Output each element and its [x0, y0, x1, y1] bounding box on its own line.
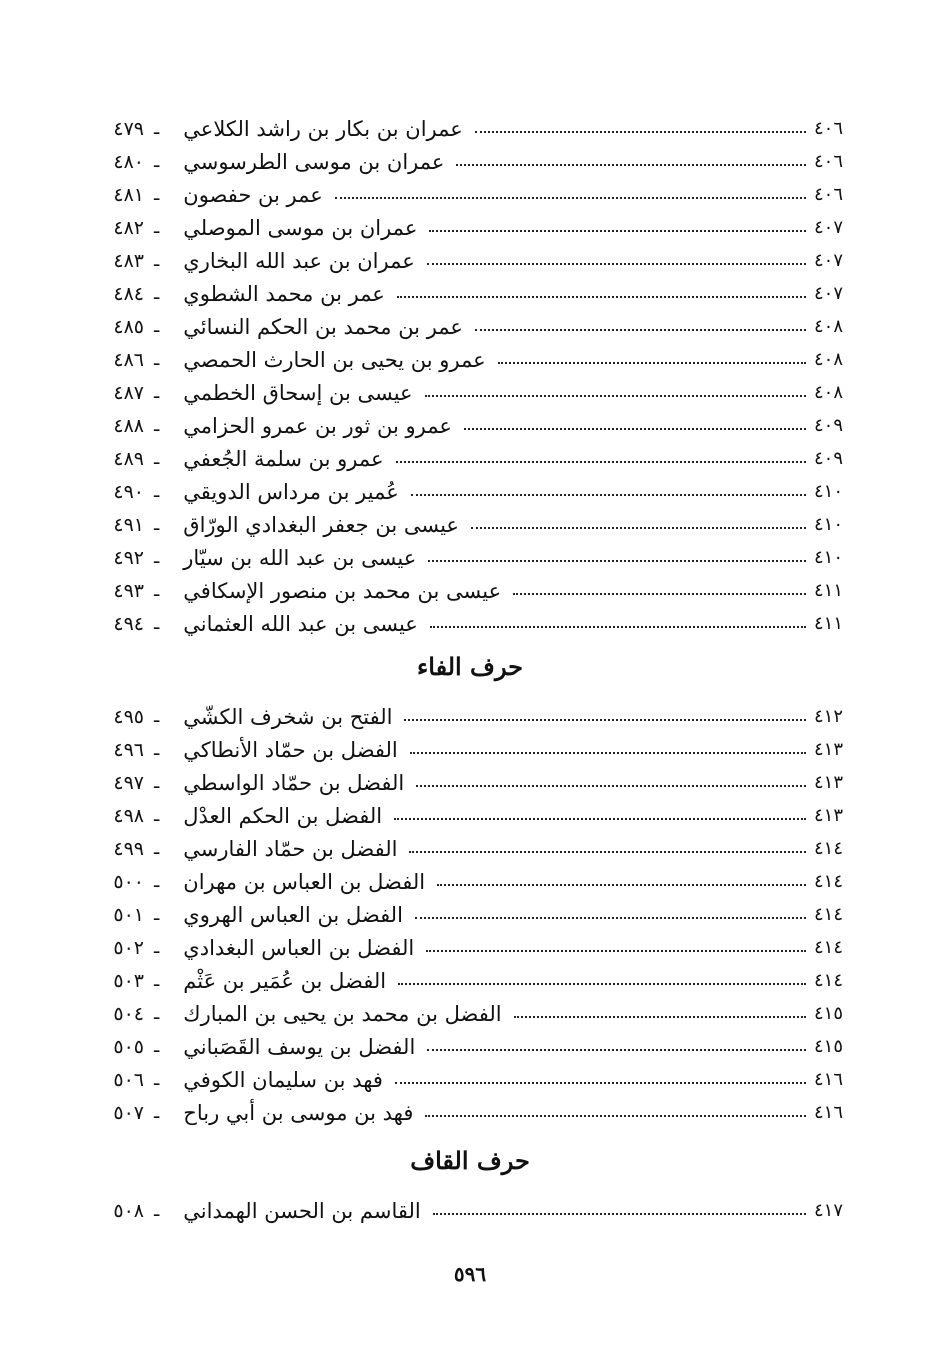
entry-page-ref: ٤٠٦ — [814, 118, 844, 139]
entry-name: الفضل بن العباس بن مهران — [183, 869, 426, 894]
dot-leader — [427, 263, 806, 265]
entry-dash: ـ — [154, 871, 160, 892]
entry-page-ref: ٤١١ — [814, 613, 844, 634]
index-entry — [100, 112, 850, 145]
entry-dash: ـ — [154, 805, 160, 826]
index-entry — [100, 475, 850, 508]
entry-number: ٤٧٩ — [113, 117, 144, 140]
dot-leader — [513, 593, 806, 595]
entry-page-ref: ٤٠٦ — [814, 151, 844, 172]
entry-dash: ـ — [154, 547, 160, 568]
entry-name: عمر بن محمد الشطوي — [183, 281, 385, 306]
entry-number: ٥٠٦ — [113, 1068, 144, 1091]
entry-page-ref: ٤١٣ — [814, 739, 844, 760]
section-title-fa: حرف الفاء — [416, 652, 524, 681]
entry-dash: ـ — [154, 580, 160, 601]
entry-page-ref: ٤١٧ — [814, 1200, 844, 1221]
dot-leader — [409, 851, 806, 853]
entry-number: ٤٨٥ — [113, 315, 144, 338]
entry-number: ٤٨٩ — [113, 447, 144, 470]
entry-page-ref: ٤٠٧ — [814, 283, 844, 304]
entry-dash: ـ — [154, 937, 160, 958]
index-entry — [100, 1030, 850, 1063]
entry-number: ٤٩٦ — [113, 738, 144, 761]
index-entry — [100, 211, 850, 244]
entry-page-ref: ٤١٠ — [814, 547, 844, 568]
entry-name: عيسى بن محمد بن منصور الإسكافي — [183, 578, 502, 603]
entry-dash: ـ — [154, 250, 160, 271]
index-entry — [100, 832, 850, 865]
entry-dash: ـ — [154, 217, 160, 238]
dot-leader — [429, 230, 806, 232]
dot-leader — [498, 362, 806, 364]
entry-page-ref: ٤٠٦ — [814, 184, 844, 205]
entry-dash: ـ — [154, 349, 160, 370]
entry-page-ref: ٤١٠ — [814, 514, 844, 535]
index-entry — [100, 541, 850, 574]
dot-leader — [433, 1213, 806, 1215]
entry-name: القاسم بن الحسن الهمداني — [183, 1198, 421, 1223]
entry-page-ref: ٤١٦ — [814, 1102, 844, 1123]
entry-name: عمرو بن يحيى بن الحارث الحمصي — [183, 347, 486, 372]
entry-page-ref: ٤٠٨ — [814, 382, 844, 403]
entry-name: عمران بن موسى الموصلي — [183, 215, 418, 240]
entry-page-ref: ٤٠٨ — [814, 316, 844, 337]
entry-dash: ـ — [154, 904, 160, 925]
entry-number: ٤٨٣ — [113, 249, 144, 272]
dot-leader — [397, 296, 806, 298]
entry-number: ٤٩٥ — [113, 705, 144, 728]
dot-leader — [437, 884, 806, 886]
entry-page-ref: ٤٠٩ — [814, 448, 844, 469]
dot-leader — [425, 1115, 806, 1117]
entry-dash: ـ — [154, 1069, 160, 1090]
dot-leader — [427, 1049, 806, 1051]
entry-number: ٤٩٧ — [113, 771, 144, 794]
entry-number: ٤٩٩ — [113, 837, 144, 860]
entry-number: ٤٩٢ — [113, 546, 144, 569]
index-entry — [100, 997, 850, 1030]
index-entry — [100, 409, 850, 442]
dot-leader — [335, 197, 806, 199]
entry-name: عمرو بن سلمة الجُعفي — [183, 446, 384, 471]
entry-number: ٤٨٨ — [113, 414, 144, 437]
entry-dash: ـ — [154, 772, 160, 793]
section-title-qaf: حرف القاف — [410, 1146, 530, 1175]
entry-number: ٤٨١ — [113, 183, 144, 206]
entry-name: عمر بن محمد بن الحكم النسائي — [183, 314, 463, 339]
entry-name: الفضل بن العباس الهروي — [183, 902, 403, 927]
entry-number: ٥٠٣ — [113, 969, 144, 992]
entry-dash: ـ — [154, 970, 160, 991]
dot-leader — [394, 818, 806, 820]
dot-leader — [425, 395, 806, 397]
index-entry — [100, 310, 850, 343]
entry-dash: ـ — [154, 415, 160, 436]
index-entry — [100, 931, 850, 964]
entry-number: ٥٠٥ — [113, 1035, 144, 1058]
entry-page-ref: ٤١٥ — [814, 1036, 844, 1057]
index-entry — [100, 964, 850, 997]
entry-page-ref: ٤١٤ — [814, 871, 844, 892]
dot-leader — [416, 785, 806, 787]
entry-name: الفتح بن شخرف الكشّي — [183, 704, 393, 729]
entry-page-ref: ٤٠٩ — [814, 415, 844, 436]
entry-name: عمران بن موسى الطرسوسي — [183, 149, 445, 174]
entry-name: الفضل بن حمّاد الواسطي — [183, 770, 405, 795]
dot-leader — [415, 917, 806, 919]
entry-page-ref: ٤١٤ — [814, 937, 844, 958]
index-entry — [100, 178, 850, 211]
entry-dash: ـ — [154, 706, 160, 727]
entry-page-ref: ٤١٦ — [814, 1069, 844, 1090]
entry-dash: ـ — [154, 514, 160, 535]
index-entry — [100, 574, 850, 607]
entry-name: عيسى بن إسحاق الخطمي — [183, 380, 413, 405]
index-entry — [100, 766, 850, 799]
dot-leader — [395, 1082, 806, 1084]
entry-page-ref: ٤١٤ — [814, 904, 844, 925]
entry-name: الفضل بن الحكم العدْل — [183, 803, 383, 828]
entry-number: ٤٩٨ — [113, 804, 144, 827]
index-entry — [100, 376, 850, 409]
entry-number: ٤٩٤ — [113, 612, 144, 635]
dot-leader — [410, 752, 806, 754]
entry-name: عمران بن عبد الله البخاري — [183, 248, 415, 273]
entry-dash: ـ — [154, 118, 160, 139]
entry-dash: ـ — [154, 151, 160, 172]
index-entry — [100, 508, 850, 541]
entry-number: ٥٠٢ — [113, 936, 144, 959]
entry-page-ref: ٤١٢ — [814, 706, 844, 727]
index-entry — [100, 898, 850, 931]
entry-name: الفضل بن محمد بن يحيى بن المبارك — [183, 1001, 502, 1026]
index-section-qaf — [100, 1194, 850, 1227]
entry-number: ٤٩١ — [113, 513, 144, 536]
dot-leader — [475, 131, 806, 133]
dot-leader — [475, 329, 806, 331]
dot-leader — [404, 719, 806, 721]
entry-dash: ـ — [154, 316, 160, 337]
entry-name: عُمير بن مرداس الدويقي — [183, 479, 399, 504]
dot-leader — [456, 164, 806, 166]
entry-name: الفضل بن حمّاد الفارسي — [183, 836, 398, 861]
entry-number: ٤٩٠ — [113, 480, 144, 503]
index-section-continued — [100, 112, 850, 640]
index-entry — [100, 277, 850, 310]
entry-dash: ـ — [154, 1036, 160, 1057]
index-entry — [100, 607, 850, 640]
entry-name: عيسى بن جعفر البغدادي الورّاق — [183, 512, 459, 537]
entry-number: ٤٨٢ — [113, 216, 144, 239]
dot-leader — [430, 626, 806, 628]
index-entry — [100, 145, 850, 178]
entry-name: الفضل بن عُمَير بن عَثْم — [183, 968, 387, 993]
index-entry — [100, 865, 850, 898]
entry-page-ref: ٤١١ — [814, 580, 844, 601]
entry-number: ٥٠٤ — [113, 1002, 144, 1025]
entry-name: فهد بن سليمان الكوفي — [183, 1067, 383, 1092]
entry-page-ref: ٤١٤ — [814, 970, 844, 991]
entry-number: ٤٨٠ — [113, 150, 144, 173]
entry-page-ref: ٤١٣ — [814, 805, 844, 826]
dot-leader — [514, 1016, 806, 1018]
entry-number: ٤٨٧ — [113, 381, 144, 404]
entry-name: الفضل بن العباس البغدادي — [183, 935, 415, 960]
entry-name: الفضل بن حمّاد الأنطاكي — [183, 737, 398, 762]
entry-dash: ـ — [154, 184, 160, 205]
entry-number: ٥٠٧ — [113, 1101, 144, 1124]
dot-leader — [428, 560, 806, 562]
index-entry — [100, 799, 850, 832]
entry-name: عمرو بن ثور بن عمرو الحزامي — [183, 413, 452, 438]
index-entry — [100, 244, 850, 277]
entry-number: ٥٠١ — [113, 903, 144, 926]
dot-leader — [471, 527, 806, 529]
entry-dash: ـ — [154, 481, 160, 502]
entry-dash: ـ — [154, 382, 160, 403]
entry-page-ref: ٤٠٧ — [814, 250, 844, 271]
entry-number: ٥٠٠ — [113, 870, 144, 893]
entry-dash: ـ — [154, 838, 160, 859]
entry-page-ref: ٤٠٧ — [814, 217, 844, 238]
index-entry — [100, 1096, 850, 1129]
entry-page-ref: ٤١٠ — [814, 481, 844, 502]
index-section-fa — [100, 700, 850, 1129]
index-entry — [100, 733, 850, 766]
entry-page-ref: ٤٠٨ — [814, 349, 844, 370]
entry-number: ٤٨٦ — [113, 348, 144, 371]
index-entry — [100, 1194, 850, 1227]
index-entry — [100, 343, 850, 376]
entry-dash: ـ — [154, 448, 160, 469]
entry-number: ٤٩٣ — [113, 579, 144, 602]
entry-name: عيسى بن عبد الله العثماني — [183, 611, 418, 636]
index-entry — [100, 442, 850, 475]
dot-leader — [396, 461, 806, 463]
index-entry — [100, 700, 850, 733]
entry-dash: ـ — [154, 613, 160, 634]
dot-leader — [464, 428, 806, 430]
entry-name: عيسى بن عبد الله بن سيّار — [183, 545, 417, 570]
entry-dash: ـ — [154, 739, 160, 760]
entry-page-ref: ٤١٣ — [814, 772, 844, 793]
entry-number: ٤٨٤ — [113, 282, 144, 305]
entry-dash: ـ — [154, 1102, 160, 1123]
entry-name: الفضل بن يوسف القَصَباني — [183, 1034, 416, 1059]
entry-page-ref: ٤١٥ — [814, 1003, 844, 1024]
entry-name: فهد بن موسى بن أبي رباح — [183, 1100, 414, 1125]
entry-dash: ـ — [154, 1003, 160, 1024]
entry-dash: ـ — [154, 1200, 160, 1221]
index-entry — [100, 1063, 850, 1096]
dot-leader — [398, 983, 806, 985]
entry-name: عمر بن حفصون — [183, 182, 323, 207]
dot-leader — [411, 494, 806, 496]
page-number: ٥٩٦ — [453, 1262, 487, 1286]
entry-number: ٥٠٨ — [113, 1199, 144, 1222]
entry-dash: ـ — [154, 283, 160, 304]
entry-page-ref: ٤١٤ — [814, 838, 844, 859]
dot-leader — [426, 950, 806, 952]
entry-name: عمران بن بكار بن راشد الكلاعي — [183, 116, 463, 141]
